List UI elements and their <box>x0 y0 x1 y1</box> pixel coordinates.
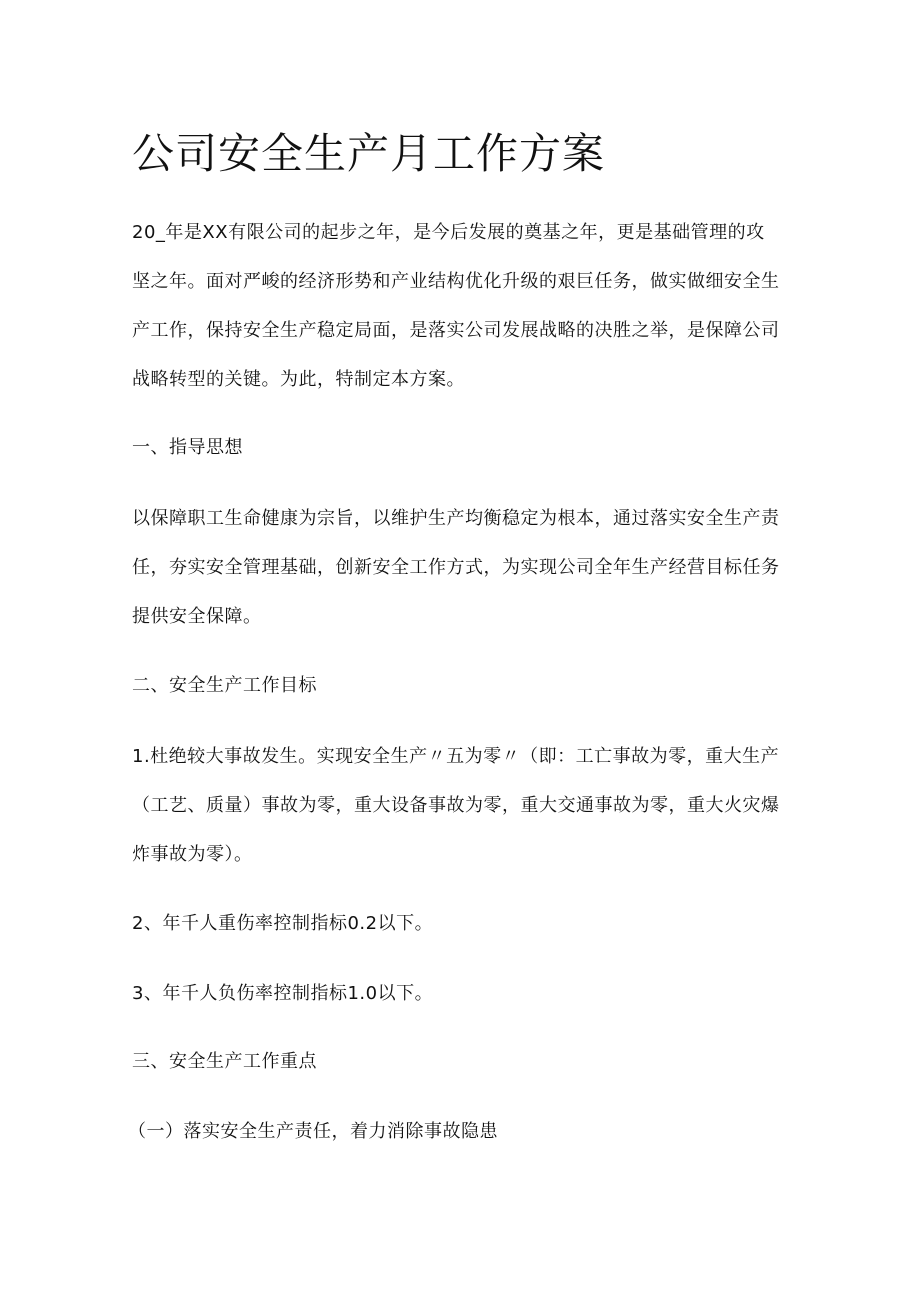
paragraph-line: 提供安全保障。 <box>132 606 262 627</box>
paragraph-line: 以保障职工生命健康为宗旨，以维护生产均衡稳定为根本，通过落实安全生产责 <box>132 508 780 529</box>
section-heading-safety-goals: 二、安全生产工作目标 <box>132 675 317 696</box>
document-title: 公司安全生产月工作方案 <box>132 129 606 178</box>
paragraph-line: （工艺、质量）事故为零，重大设备事故为零，重大交通事故为零，重大火灾爆 <box>132 795 780 816</box>
paragraph-line: 坚之年。面对严峻的经济形势和产业结构优化升级的艰巨任务，做实做细安全生 <box>132 271 780 292</box>
paragraph-line: 战略转型的关键。为此，特制定本方案。 <box>132 369 465 390</box>
guiding-ideology-paragraph <box>132 494 792 641</box>
intro-paragraph <box>132 208 792 404</box>
paragraph-line: 任，夯实安全管理基础，创新安全工作方式，为实现公司全年生产经营目标任务 <box>132 557 780 578</box>
section-heading-guiding-ideology: 一、指导思想 <box>132 437 243 458</box>
goal-item-3: 3、年千人负伤率控制指标1.0以下。 <box>132 983 434 1004</box>
goal-item-2: 2、年千人重伤率控制指标0.2以下。 <box>132 913 434 934</box>
paragraph-line: 产工作，保持安全生产稳定局面，是落实公司发展战略的决胜之举，是保障公司 <box>132 320 780 341</box>
paragraph-line: 1.杜绝较大事故发生。实现安全生产〃五为零〃（即：工亡事故为零，重大生产 <box>132 746 780 767</box>
goal-item-1-paragraph <box>132 732 792 879</box>
paragraph-line: 20_年是XX有限公司的起步之年，是今后发展的奠基之年，更是基础管理的攻 <box>132 222 765 243</box>
subsection-heading-responsibility: （一）落实安全生产责任，着力消除事故隐患 <box>128 1121 498 1142</box>
section-heading-key-tasks: 三、安全生产工作重点 <box>132 1051 317 1072</box>
paragraph-line: 炸事故为零）。 <box>132 844 253 865</box>
